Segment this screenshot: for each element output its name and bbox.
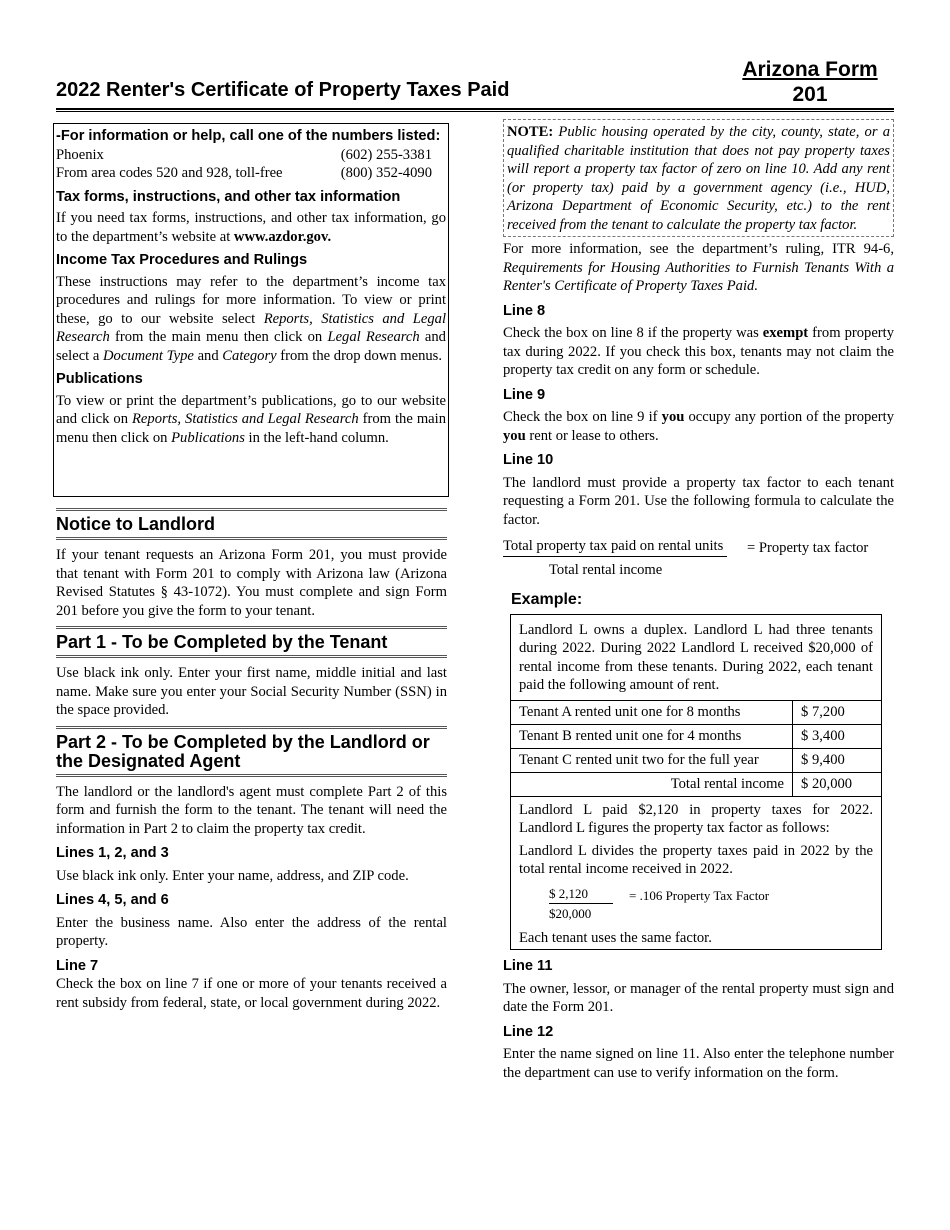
website-link[interactable]: www.azdor.gov. [233,228,332,245]
note-text: Public housing operated by the city, county, state, or a qualified charitable institution that does not pay property taxes will report a property tax factor of zero on line 10. Add any rent (or property tax) paid by a government agency (i.e., HUD, Arizona Department of Economic Security, etc.) to the rent received from the tenant to calculate the property tax factor. [507,124,890,233]
line7-heading: Line 7 [56,957,99,974]
phone-number: (602) 255-3381 [340,146,432,163]
paid-text: Landlord L paid $2,120 in property taxes for 2022. Landlord L figures the property tax factor as follows: [519,801,873,836]
fraction-result: = .106 Property Tax Factor [629,887,770,903]
ruling-text: For more information, see the department’s ruling, ITR 94-6, Requirements for Housing Authorities to Furnish Tenants With a Renter's Certificate of Property Taxes Paid. [503,241,894,294]
publications-heading: Publications [56,371,143,387]
note-box [503,119,894,237]
divides-text: Landlord L divides the property taxes paid in 2022 by the total rental income received in 2022. [519,842,873,877]
total-amount: $ 20,000 [793,772,882,796]
lines456-heading: Lines 4, 5, and 6 [56,892,169,908]
tenant-label: Tenant A rented unit one for 8 months [511,701,793,725]
right-column [503,119,894,1082]
formula-numerator: Total property tax paid on rental units [503,537,727,557]
total-label: Total rental income [511,772,793,796]
phone-row [56,164,446,183]
tenant-table [511,701,881,797]
tenant-amount: $ 3,400 [793,724,882,748]
table-row-total [511,772,881,796]
fraction-numerator: $ 2,120 [549,885,613,905]
procedures-text: These instructions may refer to the department’s income tax procedures and rulings for more information. To view or print these, go to our website select Reports, Statistics and Legal Research from the main menu then click on Legal Research and select a Document Type and Category from the drop down menus. [56,273,446,364]
form-number-line1: Arizona Form [742,58,878,81]
line8-heading: Line 8 [503,302,546,319]
line11-text: The owner, lessor, or manager of the rental property must sign and date the Form 201. [503,980,894,1015]
tenant-label: Tenant B rented unit one for 4 months [511,724,793,748]
procedures-heading: Income Tax Procedures and Rulings [56,252,308,268]
left-column [56,508,447,1012]
tax-forms-heading: Tax forms, instructions, and other tax information [56,188,401,205]
title-divider-thin [56,111,894,112]
line8-text: Check the box on line 8 if the property was exempt from property tax during 2022. If you check this box, tenants may not claim the property tax credit on any form or schedule. [503,325,895,378]
line9-text: Check the box on line 9 if you occupy any portion of the property you rent or lease to others. [503,409,894,444]
line10-text: The landlord must provide a property tax factor to each tenant requesting a Form 201. Use the following formula to calculate the factor. [503,474,894,528]
tax-forms-text: If you need tax forms, instructions, and other tax information, go to the department’s website at www.azdor.gov. [56,210,446,245]
example-intro: Landlord L owns a duplex. Landlord L had three tenants during 2022. During 2022 Landlord L received $20,000 of rental income from these tenants. During 2022, each tenant paid the following amount of rent. [511,615,881,701]
phone-number: (800) 352-4090 [340,165,432,181]
tax-factor-formula [503,537,894,581]
fraction-denominator: $20,000 [549,905,592,921]
line11-heading: Line 11 [503,958,553,974]
tenant-amount: $ 9,400 [793,748,882,772]
phone-label: Phoenix [56,146,104,163]
formula-denominator: Total rental income [549,562,663,578]
line10-heading: Line 10 [503,452,554,468]
tenant-label: Tenant C rented unit two for the full year [511,748,793,772]
formula-result: = Property tax factor [747,540,869,556]
publications-text: To view or print the department’s publications, go to our website and click on Reports, Statistics and Legal Research from the main menu then click on Publications in the left-hand column. [56,392,446,446]
line9-heading: Line 9 [503,386,546,403]
same-factor-text: Each tenant uses the same factor. [519,929,712,946]
phone-label: From area codes 520 and 928, toll-free [56,165,283,181]
tenant-amount: $ 7,200 [793,701,882,725]
info-box [53,123,449,497]
notice-text: If your tenant requests an Arizona Form 201, you must provide that tenant with Form 201 to comply with Arizona law (Arizona Revised Statutes § 43-1072). You must complete and sign Form 201 before you give the form to your tenant. [56,547,447,619]
form-number [700,57,920,107]
form-number-line2: 201 [792,83,828,106]
lines123-text: Use black ink only. Enter your name, address, and ZIP code. [56,867,409,884]
part2-heading: Part 2 - To be Completed by the Landlord or the Designated Agent [56,726,447,777]
example-box [510,614,882,951]
example-calculation [511,797,881,950]
factor-fraction [519,885,873,925]
lines456-text: Enter the business name. Also enter the address of the rental property. [56,914,447,949]
note-label: NOTE: [507,124,554,140]
phone-row [56,146,446,165]
table-row [511,748,881,772]
page-title: 2022 Renter's Certificate of Property Taxes Paid [56,79,510,101]
part1-text: Use black ink only. Enter your first name, middle initial and last name. Make sure you enter your Social Security Number (SSN) in the space provided. [56,665,447,718]
example-heading: Example: [511,591,583,608]
part2-text: The landlord or the landlord's agent must complete Part 2 of this form and furnish the form to the tenant. The tenant will need the information in Part 2 to claim the property tax credit. [56,783,447,837]
title-divider [56,108,894,110]
info-box-heading: -For information or help, call one of the numbers listed: [56,128,441,144]
lines123-heading: Lines 1, 2, and 3 [56,845,169,861]
line12-text: Enter the name signed on line 11. Also enter the telephone number the department can use to verify information on the form. [503,1046,894,1081]
line7-text: Check the box on line 7 if one or more of your tenants received a rent subsidy from federal, state, or local government during 2022. [56,976,447,1011]
part1-heading: Part 1 - To be Completed by the Tenant [56,626,447,658]
line12-heading: Line 12 [503,1023,554,1040]
table-row [511,724,881,748]
table-row [511,701,881,725]
notice-heading: Notice to Landlord [56,508,447,540]
